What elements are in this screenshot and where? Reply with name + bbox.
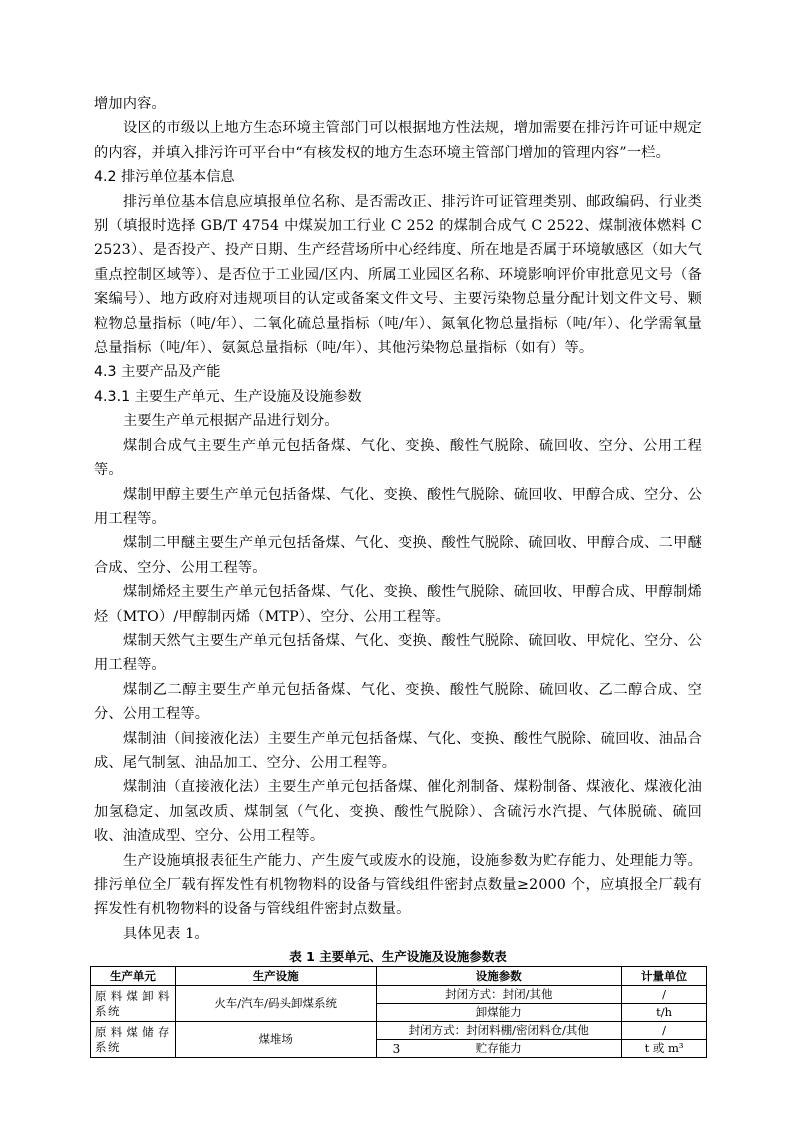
paragraph: 煤制甲醇主要生产单元包括备煤、气化、变换、酸性气脱除、硫回收、甲醇合成、空分、公用工程等。 [94,486,702,527]
paragraph: 煤制油（直接液化法）主要生产单元包括备煤、催化剂制备、煤粉制备、煤液化、煤液化油加氢稳定、加氢改质、煤制氢（气化、变换、酸性气脱除）、含硫污水汽提、气体脱硫、硫回收、油渣成型、空分、公用工程等。 [94,779,702,845]
paragraph: 煤制天然气主要生产单元包括备煤、气化、变换、酸性气脱除、硫回收、甲烷化、空分、公用工程等。 [94,632,702,674]
cell-production-facility: 煤堆场 [175,1022,376,1058]
section-heading-4-3-1: 4.3.1 主要生产单元、生产设施及设施参数 [94,388,362,405]
paragraph: 煤制油（间接液化法）主要生产单元包括备煤、气化、变换、酸性气脱除、硫回收、油品合成、尾气制氢、油品加工、空分、公用工程等。 [94,730,702,771]
cell-production-unit: 原料煤储存系统 [91,1022,176,1058]
cell-unit: / [622,1022,707,1040]
table-row [91,1022,707,1040]
paragraph: 生产设施填报表征生产能力、产生废气或废水的设施，设施参数为贮存能力、处理能力等。排污单位全厂载有挥发性有机物物料的设备与管线组件密封点数量≥2000 个，应填报全厂载有挥发性有机物物料的设备与管线组件密封点数量。 [94,852,702,918]
paragraph: 煤制合成气主要生产单元包括备煤、气化、变换、酸性气脱除、硫回收、空分、公用工程等。 [94,437,702,479]
header-production-unit: 生产单元 [91,967,176,986]
page-content [94,92,702,1058]
cell-unit: / [622,986,707,1004]
paragraph: 煤制二甲醚主要生产单元包括备煤、气化、变换、酸性气脱除、硫回收、甲醇合成、二甲醚合成、空分、公用工程等。 [94,535,702,576]
page-number: 3 [392,1042,401,1056]
cell-parameter: 卸煤能力 [376,1004,622,1022]
cell-unit: t 或 m³ [622,1040,707,1058]
paragraph: 主要生产单元根据产品进行划分。 [123,413,339,430]
cell-parameter: 封闭方式：封闭料棚/密闭料仓/其他 [376,1022,622,1040]
paragraph: 设区的市级以上地方生态环境主管部门可以根据地方性法规，增加需要在排污许可证中规定的内容，并填入排污许可平台中“有核发权的地方生态环境主管部门增加的管理内容”一栏。 [94,120,702,161]
cell-parameter: 封闭方式：封闭/其他 [376,986,622,1004]
header-production-facility: 生产设施 [175,967,376,986]
cell-production-facility: 火车/汽车/码头卸煤系统 [175,986,376,1022]
table-row [91,986,707,1004]
cell-parameter: 贮存能力 [376,1040,622,1058]
paragraph: 煤制乙二醇主要生产单元包括备煤、气化、变换、酸性气脱除、硫回收、乙二醇合成、空分、公用工程等。 [94,681,702,723]
cell-unit: t/h [622,1004,707,1022]
section-heading-4-2: 4.2 排污单位基本信息 [94,169,235,186]
header-facility-parameters: 设施参数 [376,967,622,986]
table-caption: 表 1 主要单元、生产设施及设施参数表 [289,949,507,965]
cell-production-unit: 原料煤卸料系统 [91,986,176,1022]
paragraph: 煤制烯烃主要生产单元包括备煤、气化、变换、酸性气脱除、硫回收、甲醇合成、甲醇制烯烃（MTO）/甲醇制丙烯（MTP）、空分、公用工程等。 [94,584,702,625]
table-header-row [91,967,707,986]
paragraph: 具体见表 1。 [123,925,209,942]
paragraph: 排污单位基本信息应填报单位名称、是否需改正、排污许可证管理类别、邮政编码、行业类别（填报时选择 GB/T 4754 中煤炭加工行业 C 252 的煤制合成气 C 2522、煤制液体燃料 C 2523）、是否投产、投产日期、生产经营场所中心经纬度、所在地是否属于环境敏感区（如大气重点控制区域等）、是否位于工业园/区内、所属工业园区名称、环境影响评价审批意见文号（备案编号）、地方政府对违规项目的认定或备案文件文号、主要污染物总量分配计划文件文号、颗粒物总量指标（吨/年）、二氧化硫总量指标（吨/年）、氮氧化物总量指标（吨/年）、化学需氧量总量指标（吨/年）、氨氮总量指标（吨/年）、其他污染物总量指标（如有）等。 [94,193,703,357]
paragraph: 增加内容。 [94,96,166,112]
header-measurement-unit: 计量单位 [622,967,707,986]
section-heading-4-3: 4.3 主要产品及产能 [94,364,221,381]
